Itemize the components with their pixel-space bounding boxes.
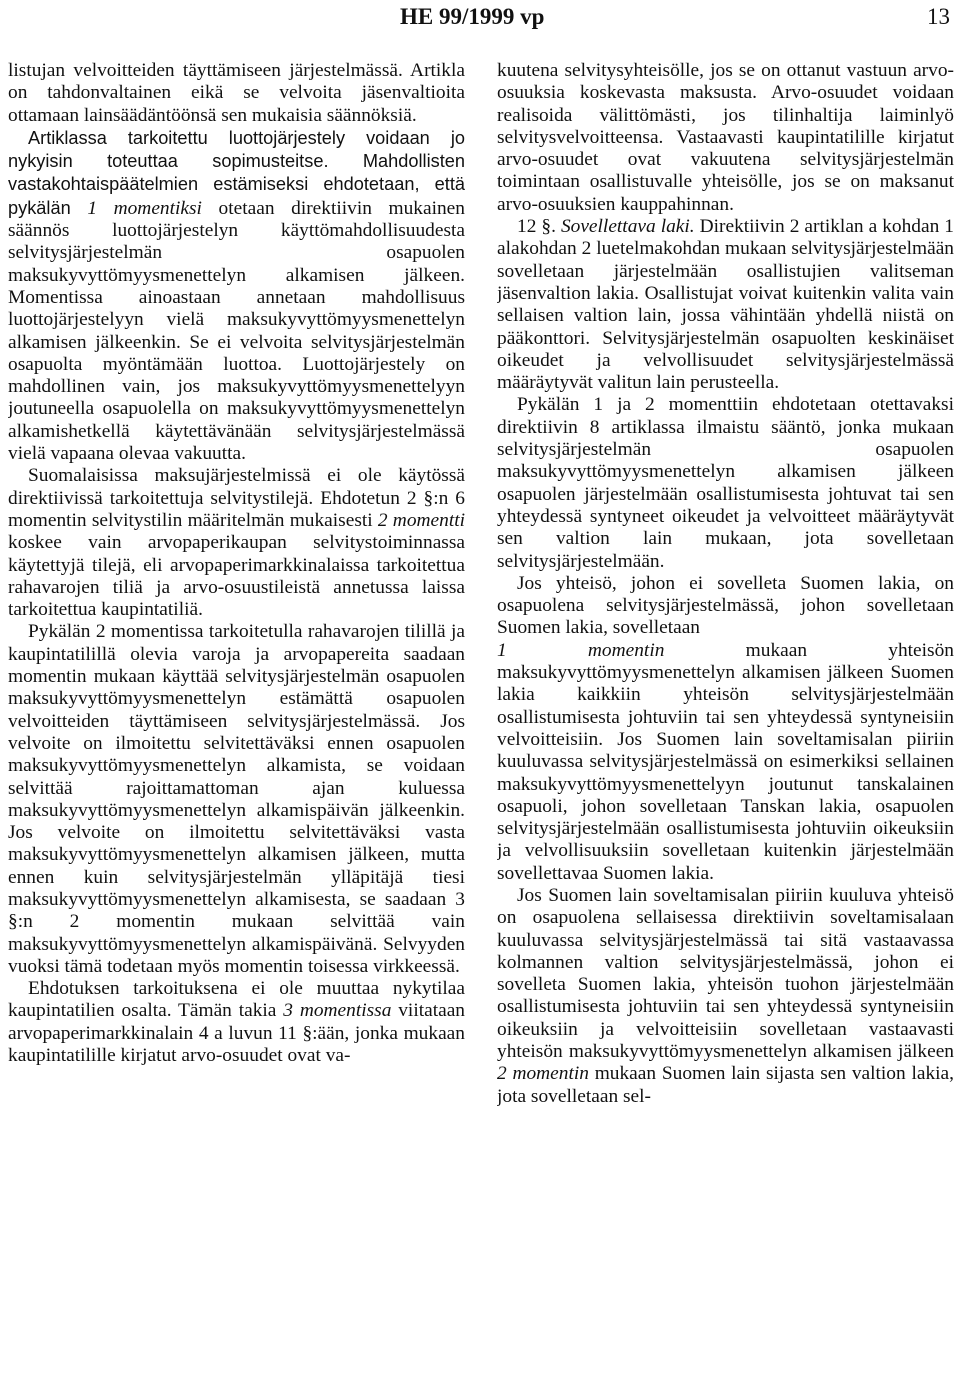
paragraph: Suomalaisissa maksujärjestelmissä ei ole käytössä direktiivissä tarkoitettuja selvitystilejä. Ehdotetun 2 §:n 6 momentin selvitystilin määritelmän mukaisesti 2 momentti koskee vain arvopaperikaupan selvitystoiminnassa käytettyjä tilejä, eli arvopaperimarkkinalaissa tarkoitettua rahavarojen tiliä ja arvo-osuustileistä annetussa laissa tarkoitettua kaupintatiliä.	[8, 465, 465, 621]
paragraph: Pykälän 2 momentissa tarkoitetulla rahavarojen tilillä ja kaupintatilillä olevia varoja ja arvopapereita saadaan momentin mukaan käyttää selvitysjärjestelmän osapuolen maksukyvyttömyysmenettelyn estämättä osapuolen velvoitteiden täyttämiseen selvitysjärjestelmässä. Jos velvoite on ilmoitettu selvitettäväksi ennen osapuolen maksukyvyttömyysmenettelyn alkamista, se voidaan selvittää rajoittamattoman ajan kuluessa maksukyvyttömyysmenettelyn alkamispäivän jälkeenkin. Jos velvoite on ilmoitettu selvitettäväksi vasta maksukyvyttömyysmenettelyn alkamisen jälkeen, mutta ennen kuin selvitysjärjestelmän ylläpitäjä tiesi maksukyvyttömyysmenettelyn alkamisesta, se saadaan 3 §:n 2 momentin mukaan selvittää vain maksukyvyttömyysmenettelyn alkamispäivänä. Selvyyden vuoksi tämä todetaan myös momentin toisessa virkkeessä.	[8, 621, 465, 977]
paragraph: listujan velvoitteiden täyttämiseen järjestelmässä. Artikla on tahdonvaltainen eikä se velvoita jäsenvaltioita ottamaan lainsäädäntöönsä sen mukaisia säännöksiä.	[8, 60, 465, 126]
paragraph: Jos yhteisö, johon ei sovelleta Suomen lakia, on osapuolena selvitysjärjestelmässä, johon sovelletaan Suomen lakia, sovelletaan 1 momentin mukaan yhteisön maksukyvyttömyysmenettelyn alkamisen jälkeen Suomen lakia kaikkiin yhteisön selvitysjärjestelmään osallistumisesta johtuviin tai sen yhteydessä syntyneisiin velvoitteisiin. Jos Suomen lain soveltamisalan piiriin kuuluvassa selvitysjärjestelmässä on esimerkiksi sellainen maksukyvyttömyysmenettelyyn joutunut tanskalainen osapuoli, johon sovelletaan Tanskan lakia, osapuolen selvitysjärjestelmään osallistumisesta johtuviin oikeuksiin ja velvollisuuksiin sovelletaan kuitenkin järjestelmään sovellettavaa Suomen lakia.	[497, 572, 954, 884]
paragraph: kuutena selvitysyhteisölle, jos se on ottanut vastuun arvo-osuuksia koskevasta maksusta. Arvo-osuudet voidaan realisoida välittömästi, jos tilinhaltija laiminlyö selvitysvelvoitteensa. Vastaavasti kaupintatilille kirjatut arvo-osuudet ovat vakuutena selvitysjärjestelmän toimintaan osallistuvalle yhteisölle, jos se on maksanut arvo-osuuksien kauppahinnan.	[497, 60, 954, 215]
paragraph: Jos Suomen lain soveltamisalan piiriin kuuluva yhteisö on osapuolena sellaisessa direktiivin soveltamisalaan kuuluvassa selvitysjärjestelmässä tai sitä vastaavassa kolmannen valtion selvitysjärjestelmässä, johon ei sovelleta Suomen lakia, yhteisön tuohon järjestelmään osallistumisesta johtuviin tai sen yhteydessä syntyneisiin oikeuksiin ja velvoitteisiin sovelletaan vastaavasti yhteisön maksukyvyttömyysmenettelyn alkamisen jälkeen 2 momentin mukaan Suomen lain sijasta sen valtion lakia, jota sovelletaan sel-	[497, 884, 954, 1107]
paragraph: Artiklassa tarkoitettu luottojärjestely voidaan jo nykyisin toteuttaa sopimusteitse. Mahdollisten vastakohtaispäätelmien estämiseksi ehdotetaan, että pykälän 1 momentiksi otetaan direktiivin mukainen säännös luottojärjestelyn käyttömahdollisuudesta selvitysjärjestelmän osapuolen maksukyvyttömyysmenettelyn alkamisen jälkeen. Momentissa ainoastaan annetaan mahdollisuus luottojärjestelyyn vielä maksukyvyttömyysmenettelyn alkamisen jälkeenkin. Se ei velvoita selvitysjärjestelmän osapuolta myöntämään luottoa. Luottojärjestely on mahdollinen vain, jos maksukyvyttömyysmenettelyyn joutuneella osapuolella on maksukyvyttömyysmenettelyn alkamishetkellä käytettävänään selvitysjärjestelmässä vielä vapaana olevaa vakuutta.	[8, 127, 465, 465]
page-number: 13	[927, 4, 950, 29]
paragraph: Pykälän 1 ja 2 momenttiin ehdotetaan otettavaksi direktiivin 8 artiklassa ilmaistu sääntö, jonka mukaan selvitysjärjestelmän osapuolen maksukyvyttömyysmenettelyn alkamisen jälkeen osapuolen järjestelmään osallistumisesta johtuvat tai sen yhteydessä syntyneet oikeudet ja velvoitteet määräytyvät sen valtion lain mukaan, jota sovelletaan selvitysjärjestelmään.	[497, 394, 954, 572]
left-column	[8, 60, 465, 1380]
paragraph: 12 §. Sovellettava laki. Direktiivin 2 artiklan a kohdan 1 alakohdan 2 luetelmakohdan mukaan selvitysjärjestelmään sovelletaan järjestelmään osallistujien valitseman jäsenvaltion lakia. Osallistujat voivat kuitenkin valita vain sellaisen valtion lain, jossa vähintään yhdellä niistä on pääkonttori. Selvitysjärjestelmän osapuolten keskinäiset oikeudet ja velvollisuudet selvitysjärjestelmässä määräytyvät valitun lain perusteella.	[497, 216, 954, 394]
page-header	[0, 0, 960, 40]
paragraph: Ehdotuksen tarkoituksena ei ole muuttaa nykytilaa kaupintatilien osalta. Tämän takia 3 momentissa viitataan arvopaperimarkkinalain 4 a luvun 11 §:ään, jonka mukaan kaupintatilille kirjatut arvo-osuudet ovat va-	[8, 978, 465, 1067]
right-column	[497, 60, 954, 1380]
document-id: HE 99/1999 vp	[400, 4, 545, 29]
